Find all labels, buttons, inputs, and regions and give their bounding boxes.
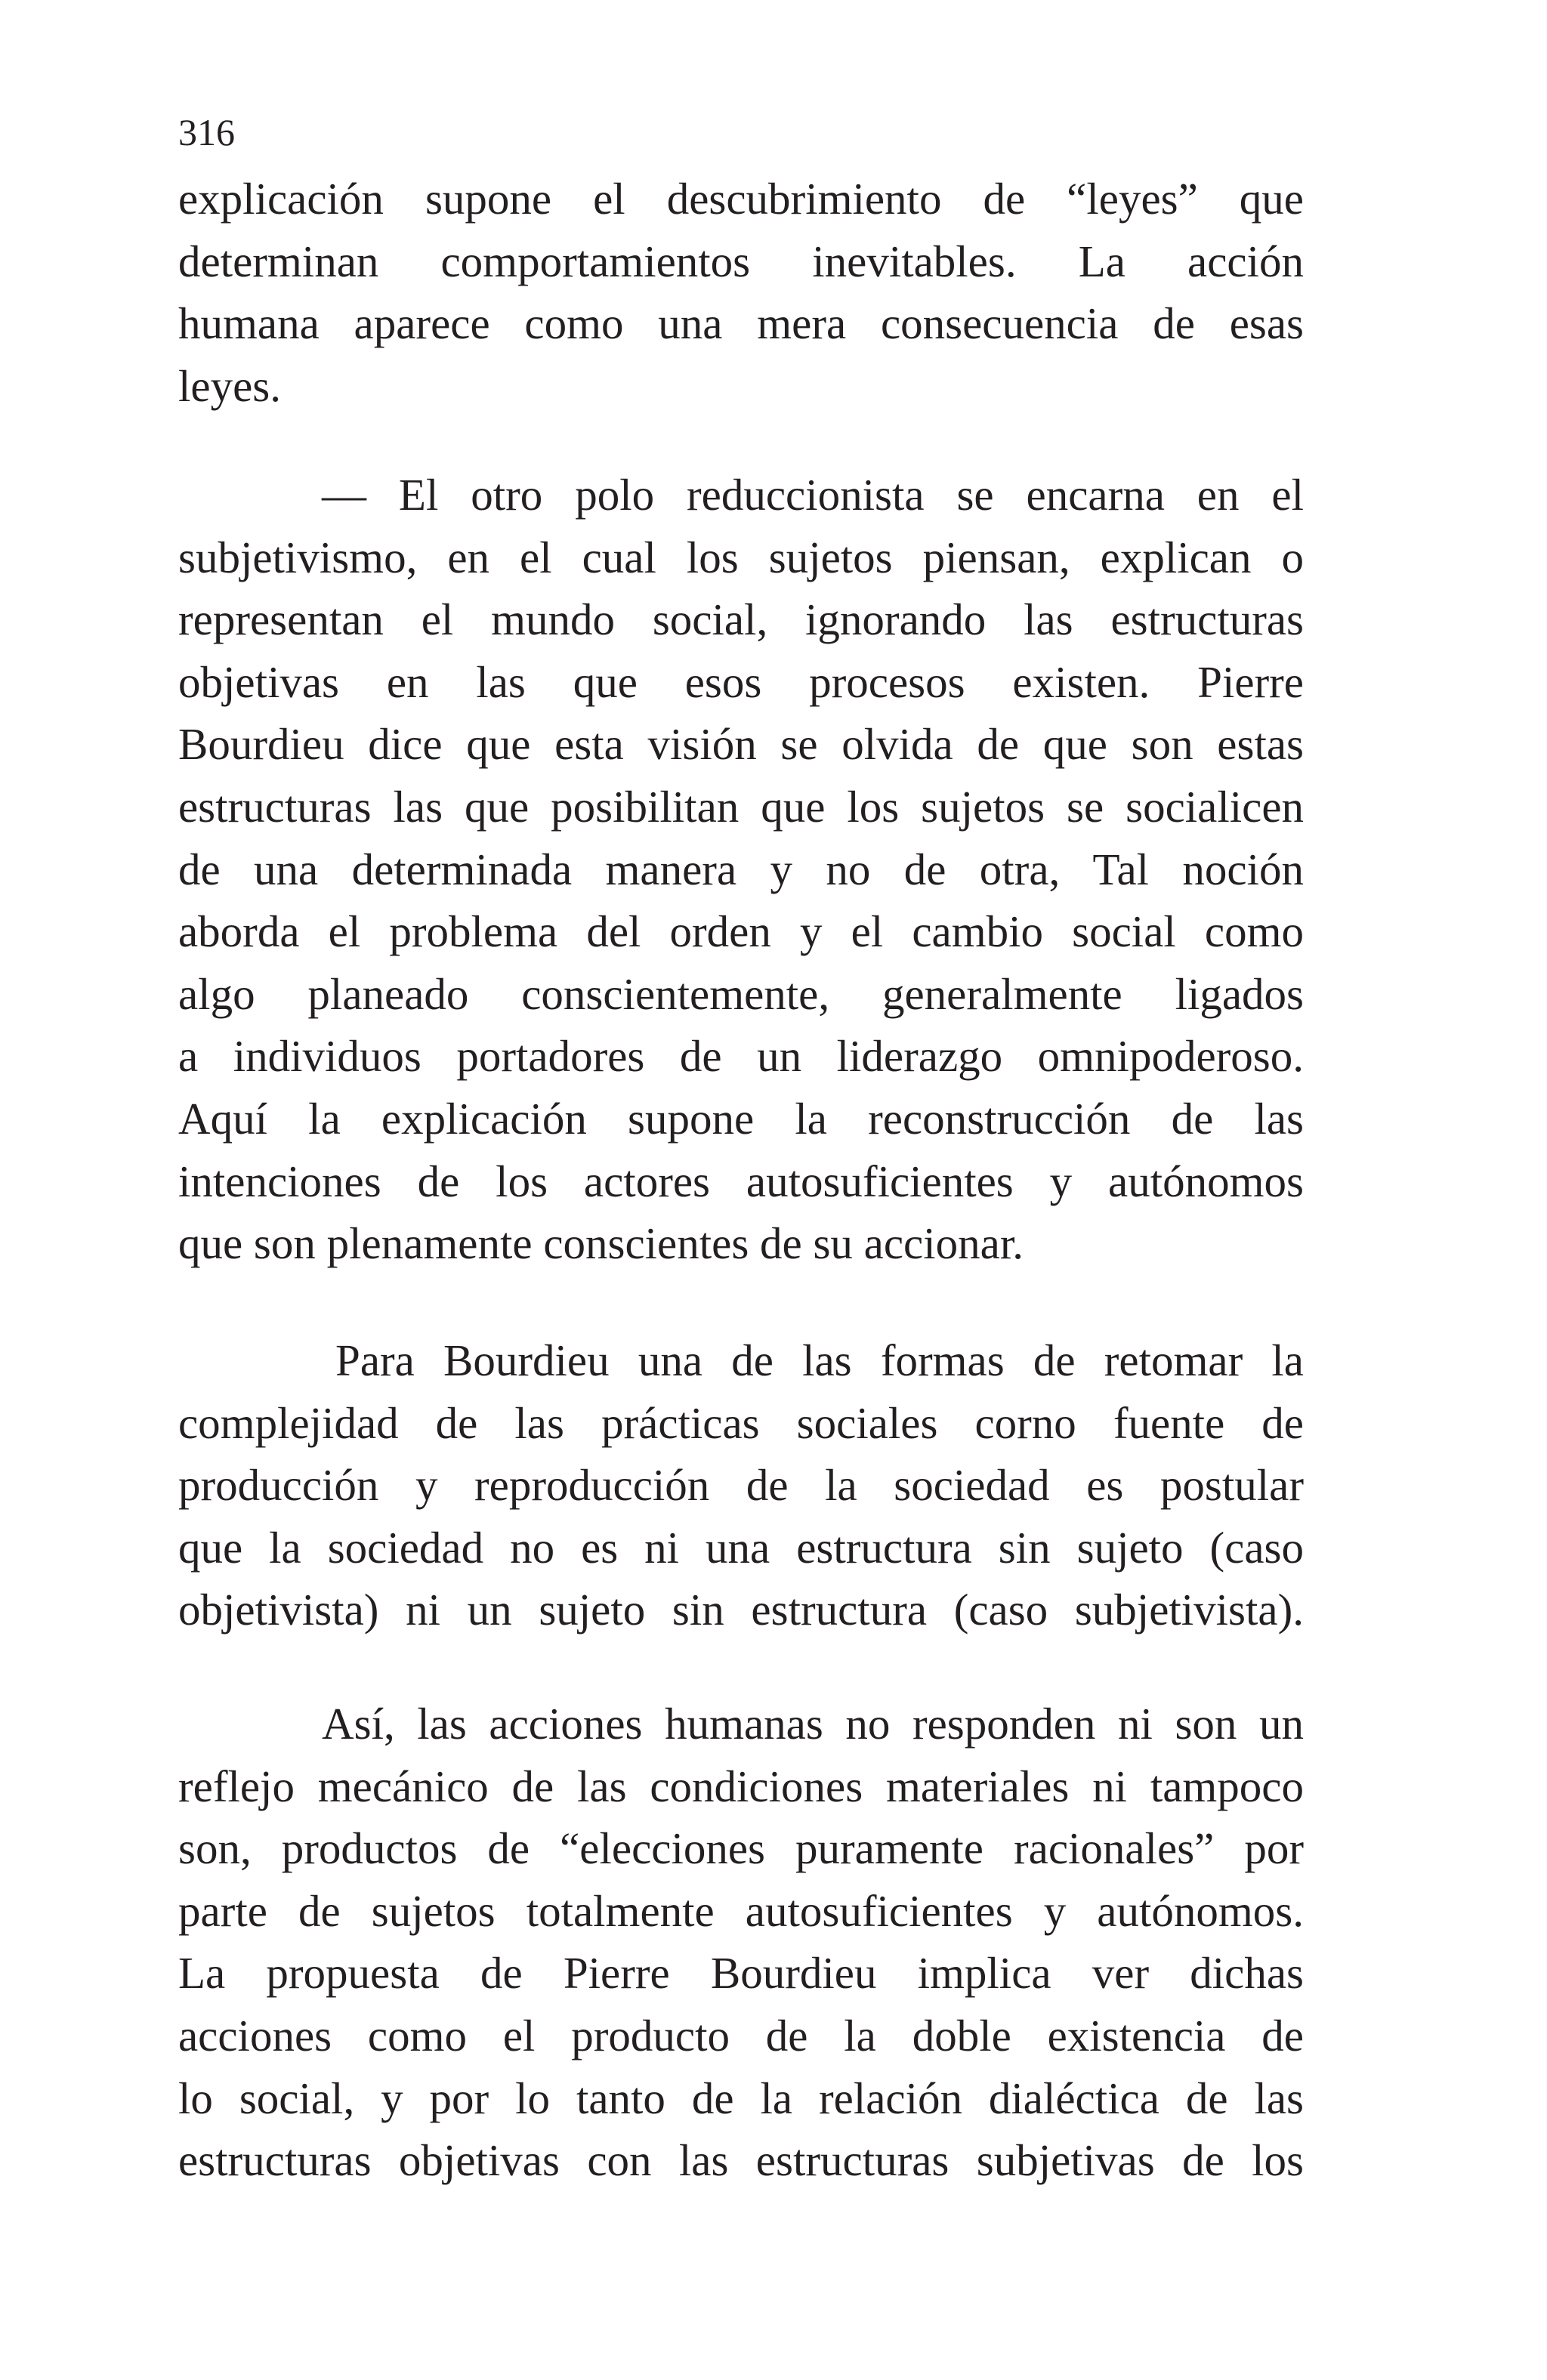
text-line: son, productos de “elecciones puramente racionales” por (178, 1823, 1304, 1874)
text-line: humana aparece como una mera consecuencia de esas (178, 298, 1304, 349)
text-line: algo planeado conscientemente, generalmente ligados (178, 968, 1304, 1019)
text-line: que la sociedad no es ni una estructura sin sujeto (caso (178, 1522, 1304, 1573)
paragraph-2 (178, 464, 1304, 1275)
text-line: La propuesta de Pierre Bourdieu implica ver dichas (178, 1948, 1304, 1999)
text-line: a individuos portadores de un liderazgo omnipoderoso. (178, 1031, 1304, 1082)
page-number: 316 (178, 111, 235, 153)
text-line: explicación supone el descubrimiento de “leyes” que (178, 174, 1304, 224)
text-line: complejidad de las prácticas sociales corno fuente de (178, 1397, 1304, 1448)
text-line: Así, las acciones humanas no responden ni son un (322, 1699, 1304, 1749)
text-line: aborda el problema del orden y el cambio social como (178, 906, 1304, 957)
text-line: — El otro polo reduccionista se encarna en el (322, 470, 1304, 520)
text-line: estructuras objetivas con las estructuras subjetivas de los (178, 2135, 1304, 2186)
paragraph-3 (178, 1329, 1304, 1641)
text-line: lo social, y por lo tanto de la relación dialéctica de las (178, 2073, 1304, 2123)
text-line: que son plenamente conscientes de su accionar. (178, 1218, 1024, 1269)
text-line: Bourdieu dice que esta visión se olvida de que son estas (178, 719, 1304, 770)
paragraph-1 (178, 168, 1304, 417)
paragraph-4 (178, 1693, 1304, 2192)
text-line: parte de sujetos totalmente autosuficientes y autónomos. (178, 1885, 1304, 1936)
text-line: objetivista) ni un sujeto sin estructura (caso subjetivista). (178, 1585, 1304, 1635)
text-line: objetivas en las que esos procesos existen. Pierre (178, 656, 1304, 707)
text-line: reflejo mecánico de las condiciones materiales ni tampoco (178, 1761, 1304, 1811)
text-line: representan el mundo social, ignorando las estructuras (178, 594, 1304, 645)
text-line: estructuras las que posibilitan que los sujetos se socialicen (178, 781, 1304, 832)
text-line: subjetivismo, en el cual los sujetos piensan, explican o (178, 532, 1304, 582)
text-line: Aquí la explicación supone la reconstrucción de las (178, 1093, 1304, 1144)
text-line: intenciones de los actores autosuficientes y autónomos (178, 1156, 1304, 1206)
text-line: Para Bourdieu una de las formas de retomar la (335, 1335, 1304, 1385)
text-line: de una determinada manera y no de otra, Tal noción (178, 844, 1304, 894)
text-line: leyes. (178, 360, 281, 411)
text-line: determinan comportamientos inevitables. La acción (178, 236, 1304, 286)
text-line: acciones como el producto de la doble existencia de (178, 2010, 1304, 2061)
text-line: producción y reproducción de la sociedad es postular (178, 1460, 1304, 1511)
